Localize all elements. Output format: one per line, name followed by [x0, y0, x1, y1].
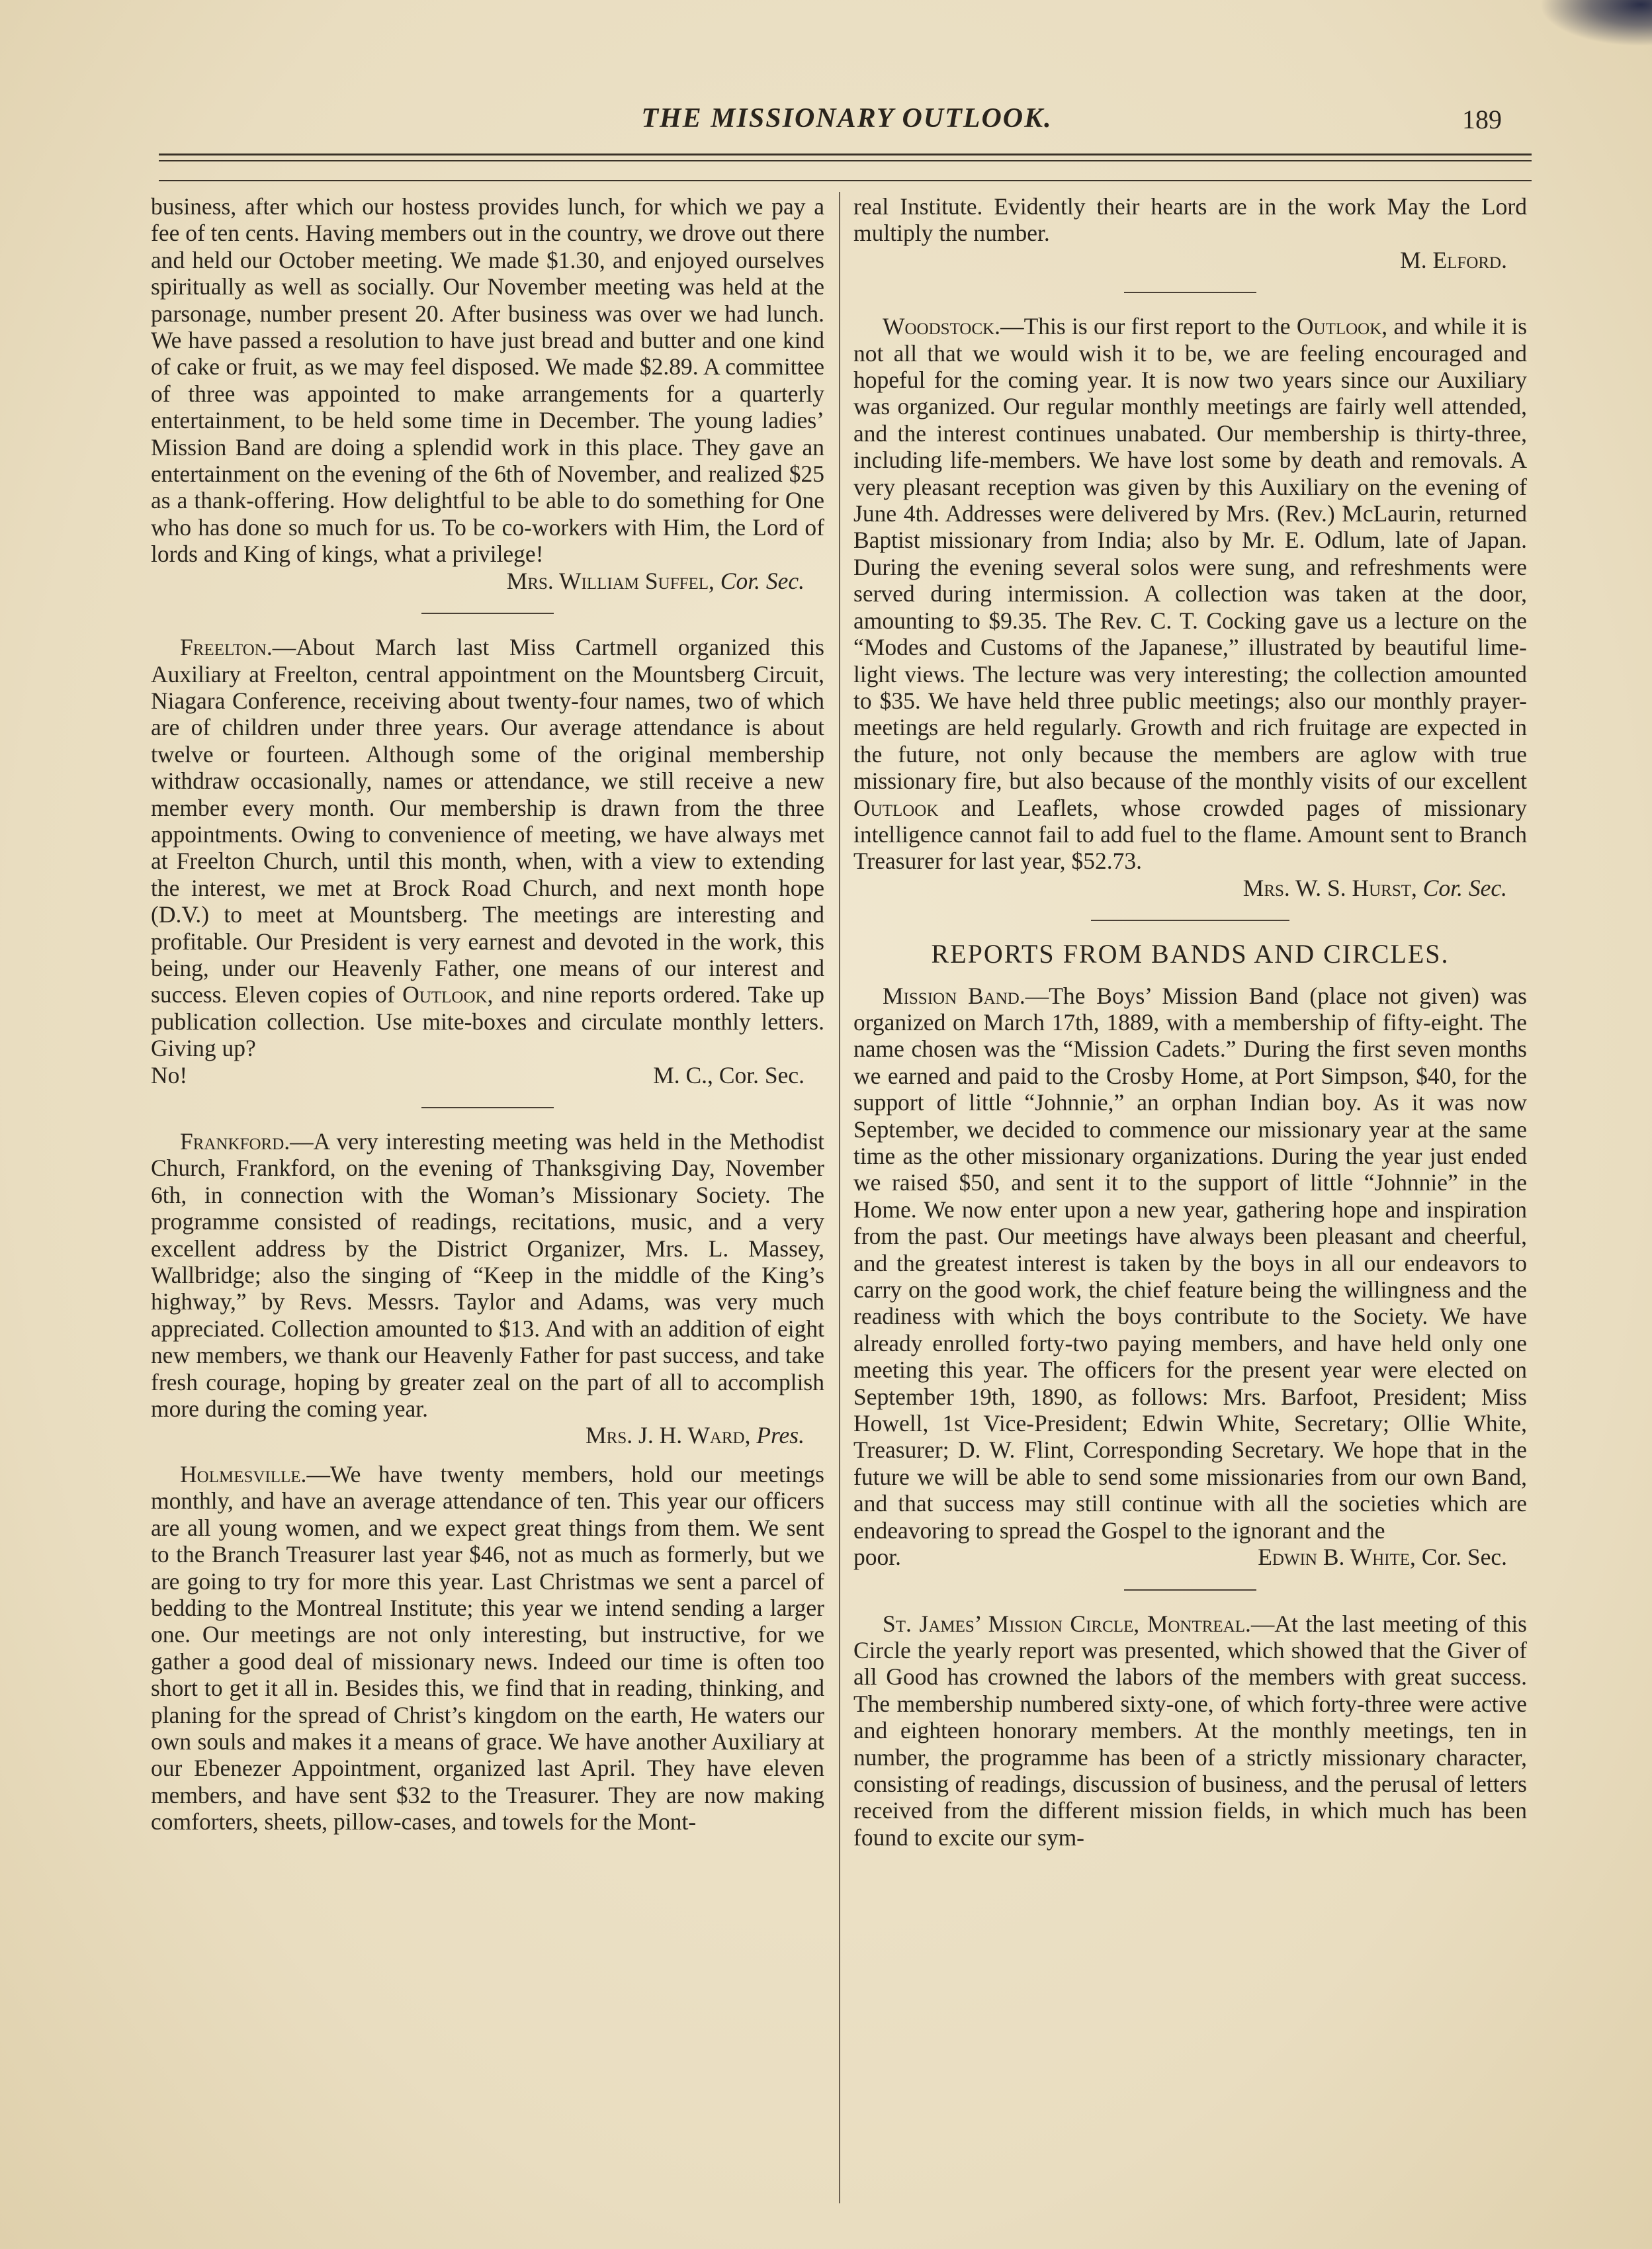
report-mission-band	[853, 983, 1527, 1544]
report-text: —This is our first report to the	[1000, 313, 1291, 340]
report-woodstock	[853, 313, 1527, 875]
report-text: and while it is not all that we would wish it to be, we are feeling encouraged and hopeful for the coming year. It is now two years since our Auxiliary was organized. Our regular monthly meetings are fairly well attended, and the interest continues unabated. Our membership is thirty-three, including life-members. We have lost some by death and removals. A very pleasant reception was given by this Auxiliary on the evening of June 4th. Addresses were delivered by Mrs. (Rev.) McLaurin, returned Baptist missionary from India; also by Mr. E. Odlum, late of Japan. During the evening several solos were sung, and refreshments were served during intermission. A collection was taken at the door, amounting to $9.35. The Rev. C. T. Cocking gave us a lecture on the “Modes and Customs of the Japanese,” illustrated by beautiful lime-light views. The lecture was very interesting; the collection amounted to $35. We have held three public meetings; also our monthly prayer-meetings are held regularly. Growth and rich fruitage are expected in the future, not only because the members are aglow with true missionary fire, but also because of the monthly visits of our excellent	[853, 313, 1528, 795]
signature-line	[853, 1544, 1527, 1570]
report-text: —At the last meeting of this Circle the yearly report was presented, which showed that the Giver of all Good has crowned the labors of the members with great success. The membership numbered sixty-one, of which forty-three were active and eighteen honorary members. At the monthly meetings, ten in number, the programme has been of a strictly missionary character, consisting of readings, discussion of business, and the perusal of letters received from the different mission fields, in which much has been found to excite our sym-	[853, 1610, 1527, 1851]
signature	[853, 875, 1527, 901]
report-lead: Woodstock.	[883, 313, 1001, 340]
continued-report: business, after which our hostess provides lunch, for which we pay a fee of ten cents. Having members out in the country, we drove out there and held our October meeting. We made $1.30, and enjoyed ourselves spiritually as well as socially. Our November meeting was held at the parsonage, number present 20. After business was over we had lunch. We have passed a resolution to have just bread and butter and one kind of cake or fruit, as we may feel disposed. We made $2.89. A committee of three was appointed to make arrangements for a quarterly entertainment, to be held some time in December. The young ladies’ Mission Band are doing a splendid work in this place. They gave an entertainment on the evening of the 6th of November, and realized $25 as a thank-offering. How delightful to be able to do something for One who has done so much for us. To be co-workers with Him, the Lord of lords and King of kings, what a privilege!	[151, 193, 824, 568]
signature-role: Cor. Sec.	[1421, 1544, 1507, 1571]
report-text: —A very interesting meeting was held in the Methodist Church, Frankford, on the evening of Thanksgiving Day, November 6th, in connection with the Woman’s Missionary Society. The programme consisted of readings, recitations, music, and a very excellent address by the District Organizer, Mrs. L. Massey, Wallbridge; also the singing of “Keep in the middle of the King’s highway,” by Revs. Messrs. Taylor and Adams, was very much appreciated. Collection amounted to $13. And with an addition of eight new members, we thank our Heavenly Father for past success, and take fresh courage, hoping by greater zeal on the part of all to accomplish more during the coming year.	[151, 1128, 824, 1423]
section-heading: REPORTS FROM BANDS AND CIRCLES.	[931, 939, 1450, 969]
header-rule-lower	[159, 180, 1532, 181]
report-text: and nine reports ordered. Take up publication collection. Use mite-boxes and circulate monthly letters. Giving up?	[151, 981, 824, 1062]
outlook-ref: Outlook	[853, 794, 939, 821]
header-rule	[159, 154, 1532, 155]
page-number: 189	[1462, 105, 1502, 134]
column-divider	[839, 192, 840, 2203]
spacer	[151, 1449, 824, 1461]
signature-name: M. Elford.	[1400, 246, 1507, 273]
report-text: and Leaflets, whose crowded pages of missionary intelligence cannot fail to add fuel to the flame. Amount sent to Branch Treasurer for last year, $52.73.	[853, 794, 1528, 875]
page-header	[146, 103, 1548, 149]
report-text: No!	[151, 1061, 188, 1088]
report-freelton	[151, 634, 824, 1062]
report-frankford	[151, 1128, 824, 1422]
left-column	[151, 193, 824, 2218]
report-lead: Holmesville.	[180, 1460, 307, 1487]
section-separator	[1124, 292, 1256, 293]
report-st-james	[853, 1610, 1527, 1851]
running-title: THE MISSIONARY OUTLOOK.	[641, 103, 1053, 134]
report-holmesville	[151, 1461, 824, 1835]
section-separator	[1124, 1589, 1256, 1591]
report-text: —We have twenty members, hold our meetings monthly, and have an average attendance of ten. This year our officers are all young women, and we expect great things from them. We sent to the Branch Treasurer last year $46, not as much as formerly, but we are going to try for more this year. Last Christmas we sent a parcel of bedding to the Montreal Institute; this year we intend sending a larger one. Our meetings are not only interesting, but instructive, for we gather a good deal of missionary news. Indeed our time is often too short to get it all in. Besides this, we find that in reading, thinking, and planing for the spread of Christ’s kingdom on the earth, He waters our own souls and makes it a means of grace. We have another Auxiliary at our Ebenezer Appointment, organized last April. They have eleven members, and have sent $32 to the Treasurer. They are now making comforters, sheets, pillow-cases, and towels for the Mont-	[151, 1460, 824, 1835]
section-separator	[1091, 920, 1289, 921]
signature-name: Mrs. W. S. Hurst,	[1242, 874, 1417, 901]
outlook-ref: Outlook,	[402, 981, 494, 1008]
signature-role: Cor. Sec.	[718, 1061, 804, 1088]
report-lead: St. James’ Mission Circle, Montreal.	[883, 1610, 1251, 1637]
continued-report	[853, 193, 1527, 247]
signature-line	[151, 1062, 824, 1088]
header-rule-double	[159, 160, 1532, 161]
signature	[151, 568, 824, 594]
signature-name: Mrs. J. H. Ward,	[586, 1422, 751, 1449]
signature-role: Cor. Sec.	[720, 567, 804, 594]
signature-name: Mrs. William Suffel,	[506, 567, 715, 594]
outlook-ref: Outlook,	[1296, 313, 1388, 340]
report-text: —About March last Miss Cartmell organized this Auxiliary at Freelton, central appointment on the Mountsberg Circuit, Niagara Conference, receiving about twenty-four names, two of which are of children under three years. Our average attendance is about twelve or fourteen. Although some of the original membership withdraw occasionally, names or attendance, we still receive a new member every month. Our membership is drawn from the three appointments. Owing to convenience of meeting, we have always met at Freelton Church, until this month, when, with a view to extending the interest, we met at Brock Road Church, and next month hope (D.V.) to meet at Mountsberg. The meetings are interesting and profitable. Our President is very earnest and devoted in the work, this being, under our Heavenly Father, one means of our interest and success. Eleven copies of	[151, 634, 824, 1008]
signature	[853, 247, 1527, 273]
report-lead: Frankford.	[180, 1128, 290, 1155]
right-column	[853, 193, 1527, 2218]
report-lead: Mission Band.	[883, 982, 1025, 1009]
corner-stain	[1540, 0, 1652, 46]
signature-role: Cor. Sec.	[1422, 874, 1507, 901]
signature-name: Edwin B. White,	[1258, 1544, 1416, 1571]
report-text: real Institute. Evidently their hearts are in the work May the Lord multiply the number.	[853, 193, 1527, 247]
signature	[653, 1062, 824, 1088]
signature	[1258, 1544, 1527, 1570]
section-separator	[421, 1107, 554, 1108]
section-separator	[421, 613, 554, 614]
signature-name: M. C.,	[653, 1061, 713, 1088]
signature-role: Pres.	[756, 1422, 804, 1449]
signature	[151, 1422, 824, 1448]
report-lead: Freelton.	[180, 634, 273, 661]
report-text: poor.	[853, 1544, 901, 1571]
report-text: —The Boys’ Mission Band (place not given) was organized on March 17th, 1889, with a membership of fifty-eight. The name chosen was the “Mission Cadets.” During the first seven months we earned and paid to the Crosby Home, at Port Simpson, $40, for the support of little “Johnnie,” an orphan Indian boy. As it was now September, we decided to commence our missionary year at the same time as the other missionary organizations. During the year just ended we raised $50, and sent it to the support of little “Johnnie” in the Home. We now enter upon a new year, gathering hope and inspiration from the past. Our meetings have always been pleasant and cheerful, and the greatest interest is taken by the boys in all our endeavors to carry on the good work, the chief feature being the willingness and the readiness with which the boys contribute to the Society. We have already enrolled forty-two paying members, and have held only one meeting this year. The officers for the present year were elected on September 19th, 1890, as follows: Mrs. Barfoot, President; Miss Howell, 1st Vice-President; Edwin White, Secretary; Ollie White, Treasurer; D. W. Flint, Corresponding Secretary. We hope that in the future we will be able to send some missionaries from our own Band, and that success may still continue with all the societies which are endeavoring to spread the Gospel to the ignorant and the	[853, 982, 1527, 1544]
